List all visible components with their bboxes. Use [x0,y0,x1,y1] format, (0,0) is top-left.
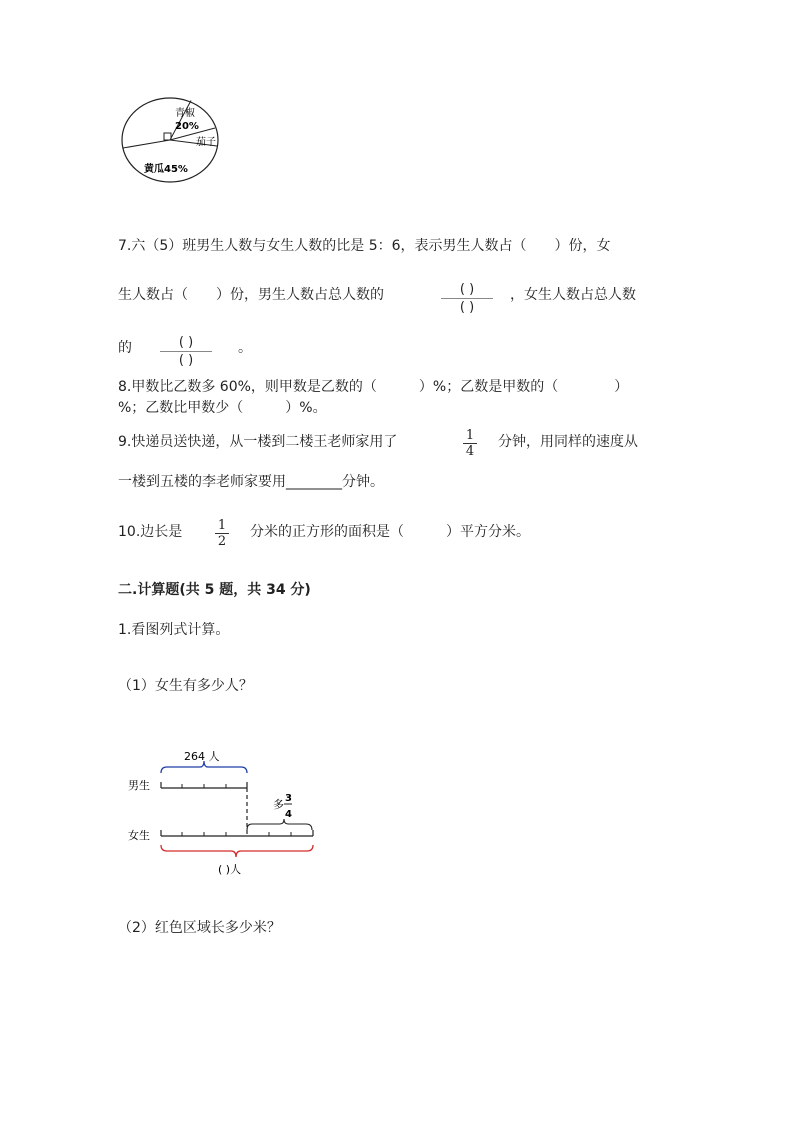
q9-line1-a: 9.快递员送快递，从一楼到二楼王老师家用了 [118,434,398,450]
q10-frac-numerator: 1 [217,518,227,533]
q9-frac-numerator: 1 [465,428,475,443]
q7-line2-a: 生人数占（ ）份，男生人数占总人数的 [118,287,384,303]
q10-text-b: 分米的正方形的面积是（ ）平方分米。 [250,524,530,540]
q7-frac2-denominator: ( ) [178,353,194,368]
pie-label-qingjiao: 青椒 [175,108,195,119]
vegetable-pie-chart [118,96,238,190]
boys-label: 男生 [128,779,150,792]
girls-total-brace [161,845,313,857]
q9-frac-denominator: 4 [465,444,475,459]
more-label: 多 [273,798,284,811]
q10-fraction [215,518,229,549]
more-fraction-numerator: 3 [285,793,292,804]
girls-label: 女生 [128,829,150,842]
q7-frac1-numerator: ( ) [459,282,475,297]
pie-label-qiezi: 茄子 [196,137,216,148]
q9-line2: 一楼到五楼的李老师家要用________分钟。 [118,474,384,490]
q9-line1-b: 分钟，用同样的速度从 [498,434,638,450]
q7-frac2-numerator: ( ) [178,335,194,350]
q7-frac1-denominator: ( ) [459,300,475,315]
q9-fraction [463,428,477,459]
section2-heading: 二.计算题(共 5 题，共 34 分) [118,582,311,598]
more-brace [247,819,312,830]
q7-fraction-boys [439,281,495,316]
pie-pct-qingjiao: 20% [175,121,199,132]
boys-total-label: 264 人 [184,750,220,763]
section2-sub2: （2）红色区域长多少米？ [118,920,281,936]
boys-girls-line-diagram [120,742,330,882]
q7-line3-b: 。 [238,340,252,356]
q10-frac-denominator: 2 [217,534,227,549]
q7-fraction-girls [158,334,214,369]
q8-line1: 8.甲数比乙数多 60%，则甲数是乙数的（ ）%；乙数是甲数的（ ） [118,379,629,395]
more-fraction-denominator: 4 [285,809,292,820]
section2-sub1: （1）女生有多少人？ [118,678,253,694]
pie-label-huanggua: 黄瓜45% [144,164,188,175]
q10-text-a: 10.边长是 [118,524,183,540]
section2-q1: 1.看图列式计算。 [118,622,230,638]
q8-line2: %；乙数比甲数少（ ）%。 [118,400,327,416]
q7-line3-a: 的 [118,340,132,356]
q7-line1: 7.六（5）班男生人数与女生人数的比是 5：6，表示男生人数占（ ）份，女 [118,238,611,254]
q7-line2-b: ，女生人数占总人数 [510,287,636,303]
girls-unknown-label: ( )人 [218,863,242,876]
